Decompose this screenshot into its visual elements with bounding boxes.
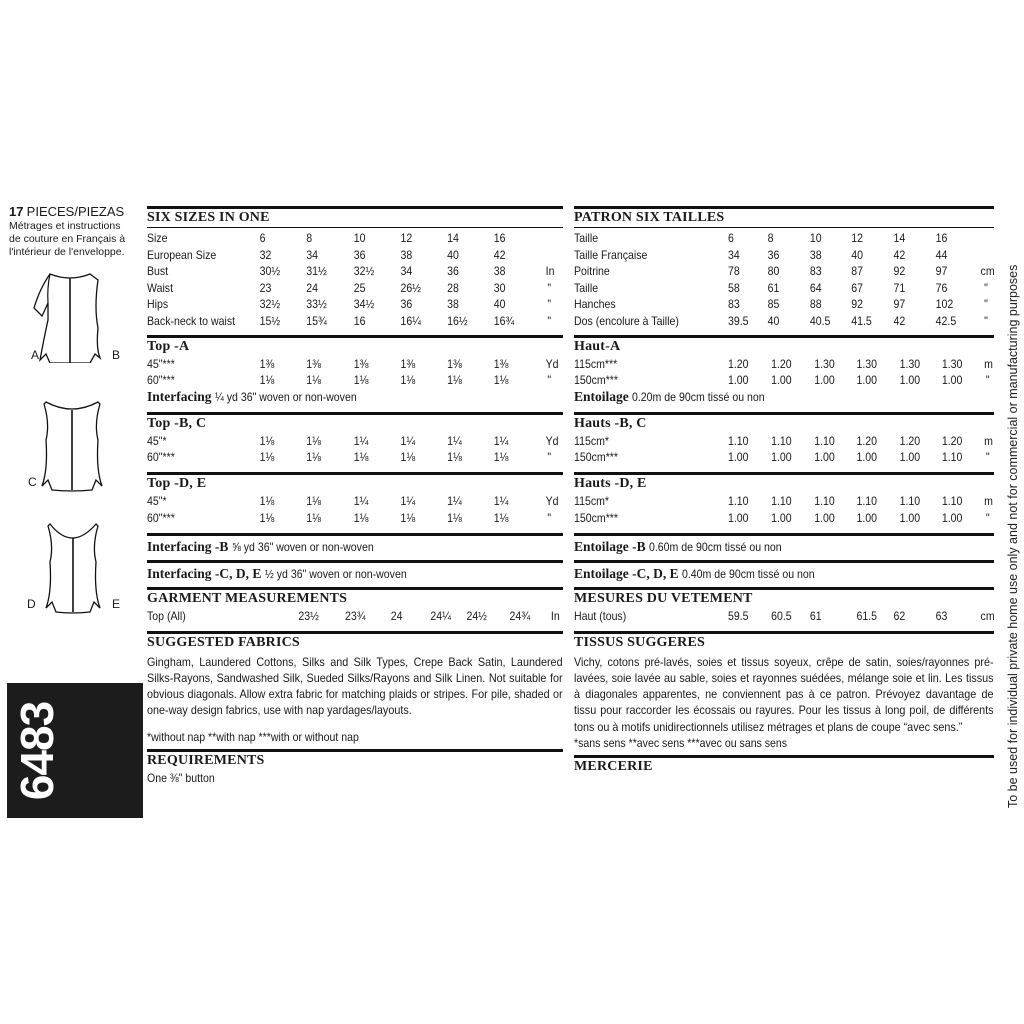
table-row: 45"* 1⅛ 1⅛ 1¼ 1¼ 1¼ 1¼ Yd [147,433,559,448]
table-row: 150cm*** 1.00 1.00 1.00 1.00 1.00 1.00 " [574,510,990,525]
usage-restriction-note: To be used for individual private home use only and not for commercial or manufacturing purposes [1006,264,1020,808]
table-row: Bust 30½ 31½ 32½ 34 36 38 In [147,264,555,279]
pieces-count: 17 [9,204,24,219]
top-a-title: Top -A [147,338,190,354]
table-row: Top (All) 23½ 23¾ 24 24¼ 24½ 24¾ In [147,609,560,624]
french-note-line: Métrages et instructions [9,220,121,232]
suggested-fabrics-title: SUGGESTED FABRICS [147,634,300,650]
french-note-line: l'intérieur de l'enveloppe. [9,246,125,258]
table-row: 60"*** 1⅛ 1⅛ 1⅛ 1⅛ 1⅛ 1⅛ " [147,510,552,525]
top-bc-title: Top -B, C [147,415,207,431]
view-label-d: D [27,597,36,611]
table-row: 60"*** 1⅛ 1⅛ 1⅛ 1⅛ 1⅛ 1⅛ " [147,450,552,465]
haut-de-title: Hauts -D, E [574,475,647,491]
table-row: Poitrine 78 80 83 87 92 97 cm [574,264,995,279]
french-note-line: de couture en Français à [9,233,126,245]
table-row: Taille 6 8 10 12 14 16 [574,231,948,245]
top-a-b-line-drawing-icon [30,268,110,363]
requirements-text: One ⅜" button [147,770,215,785]
interfacing-a: Interfacing ¼ yd 36" woven or non-woven [147,388,357,404]
top-c-line-drawing-icon [40,400,104,492]
interfacing-cde: Interfacing -C, D, E ½ yd 36" woven or non-woven [147,566,407,582]
tissus-title: TISSUS SUGGERES [574,634,706,650]
nap-legend-fr: *sans sens **avec sens ***avec ou sans sens [574,735,788,750]
garment-measurements-title: GARMENT MEASUREMENTS [147,591,348,607]
table-row: 150cm*** 1.00 1.00 1.00 1.00 1.00 1.00 " [574,373,990,388]
top-d-e-line-drawing-icon [42,522,104,614]
table-row: 45"* 1⅛ 1⅛ 1¼ 1¼ 1¼ 1¼ Yd [147,493,559,508]
mercerie-title: MERCERIE [574,758,653,774]
table-row: Back-neck to waist 15½ 15¾ 16 16¼ 16½ 16¾ " [147,313,552,328]
entoilage-b: Entoilage -B 0.60m de 90cm tissé ou non [574,539,782,555]
entoilage-a: Entoilage 0.20m de 90cm tissé ou non [574,388,765,404]
mesures-title: MESURES DU VETEMENT [574,591,753,607]
view-label-c: C [28,475,37,489]
haut-a-title: Haut-A [574,338,621,354]
english-column [147,203,563,786]
table-row: 115cm* 1.10 1.10 1.10 1.20 1.20 1.20 m [574,433,993,448]
table-row: Waist 23 24 25 26½ 28 30 " [147,280,552,295]
table-row: Size 6 8 10 12 14 16 [147,231,506,245]
pieces-title: PIECES/PIEZAS [26,204,125,219]
view-label-e: E [112,597,121,611]
table-row: Hips 32½ 33½ 34½ 36 38 40 " [147,297,552,312]
pieces-header [9,205,149,259]
haut-bc-title: Hauts -B, C [574,415,647,431]
top-de-title: Top -D, E [147,475,207,491]
tissus-text: Vichy, cotons pré-lavés, soies et tissus soyeux, crêpe de satin, soies/rayonnes pré-lavées, soie lavée au sable, soies et rayonnes suédées, mélange soie et lin. Les tissus à diagonales apparentes, ne conviennent pas à ce patron. Prévoyez davantage de tissu pour raccorder les écossais ou rayures. Pour les tissus à long poil, de différents tons ou à motifs unidirectionnels utilisez métrages et plans de coupe “avec sens.” [574,654,994,734]
requirements-title: REQUIREMENTS [147,752,265,768]
table-row: Dos (encolure à Taille) 39.5 40 40.5 41.5 42 42.5 " [574,313,988,328]
table-row: European Size 32 34 36 38 40 42 [147,247,506,262]
interfacing-b: Interfacing -B ⅝ yd 36" woven or non-woven [147,539,374,555]
size-table [147,230,563,330]
table-row: 150cm*** 1.00 1.00 1.00 1.00 1.00 1.10 " [574,450,990,465]
nap-legend: *without nap **with nap ***with or without nap [147,729,359,744]
sizes-title: SIX SIZES IN ONE [147,210,270,225]
table-row: 45"*** 1⅜ 1⅜ 1⅜ 1⅜ 1⅜ 1⅜ Yd [147,356,559,371]
table-row: Taille Française 34 36 38 40 42 44 [574,247,948,262]
view-label-a: A [31,348,40,362]
table-row: Taille 58 61 64 67 71 76 " [574,280,988,295]
sizes-title-fr: PATRON SIX TAILLES [574,210,725,225]
size-table-fr [574,230,994,330]
pattern-number-badge [7,683,143,818]
table-row: 60"*** 1⅛ 1⅛ 1⅛ 1⅛ 1⅛ 1⅛ " [147,373,552,388]
table-row: 115cm*** 1.20 1.20 1.30 1.30 1.30 1.30 m [574,356,993,371]
table-row: Haut (tous) 59.5 60.5 61 61.5 62 63 cm [574,609,995,624]
table-row: Hanches 83 85 88 92 97 102 " [574,297,988,312]
french-column [574,203,994,776]
entoilage-cde: Entoilage -C, D, E 0.40m de 90cm tissé ou non [574,566,815,582]
view-label-b: B [112,348,121,362]
suggested-fabrics-text: Gingham, Laundered Cottons, Silks and Silk Types, Crepe Back Satin, Laundered Silks-Rayons, Sandwashed Silk, Sueded Silks/Rayons and Silk Linen. Not suitable for obvious diagonals. Allow extra fabric for matching plaids or stripes. For pile, shaded or one-way design fabrics, use with nap yardages/layouts. [147,654,563,718]
pattern-number: 6483 [11,701,63,801]
table-row: 115cm* 1.10 1.10 1.10 1.10 1.10 1.10 m [574,493,993,508]
